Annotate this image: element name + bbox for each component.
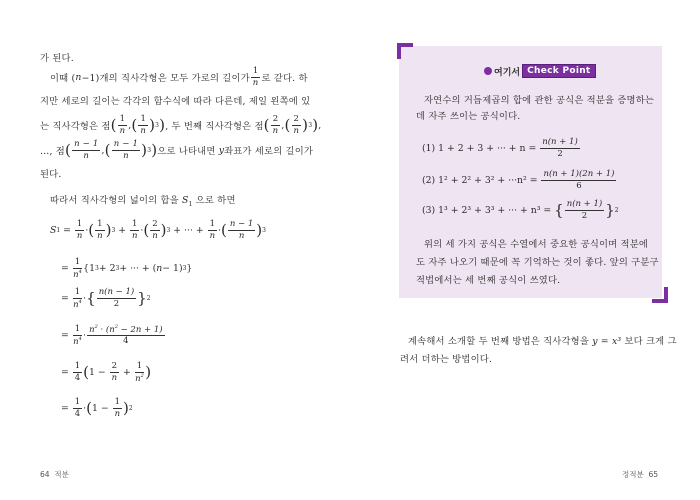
text-line: 적법에서는 세 번째 공식이 쓰였다. — [416, 275, 561, 286]
text-line: …, 점 ( $\frac{n - 1}{n}$ , ( $\frac{n - 1}{n}$ ) 3 ) 으로 나타내면 y 좌표가 세로의 길이가 — [40, 139, 314, 161]
equation-line: = $\frac{1}{n^4}$ · $\frac{n^2 \cdot (n^2 - 2n + 1)}{4}$ — [61, 324, 163, 347]
fraction: $\frac{1}{n}$ — [252, 66, 259, 88]
equation-line: S 1 = $\frac{1}{n}$ · ( $\frac{1}{n}$ ) 3 + $\frac{1}{n}$ · ( $\frac{2}{n}$ ) 3 + ··· + $\frac{1}{n}$ · ( $\frac{n - 1}{n}$ ) 3 — [50, 219, 266, 241]
box-corner-bottom-right — [652, 287, 668, 303]
check-point-badge: Check Point — [522, 64, 595, 78]
text-line: 자연수의 거듭제곱의 합에 관한 공식은 적분을 증명하는 — [424, 95, 655, 106]
text-line: 도 자주 나오기 때문에 꼭 기억하는 것이 좋다. 앞의 구분구 — [416, 257, 659, 268]
footer-title: 정적분 — [622, 470, 644, 479]
equation-line: = $\frac{1}{n^4}$ · { $\frac{n(n - 1)}{2}$ } 2 — [61, 287, 151, 310]
page-number: 64 — [40, 470, 50, 479]
check-point-header: 여기서 Check Point — [484, 64, 596, 78]
text-line: 지만 세로의 길이는 각각의 함수식에 따라 다른데, 제일 왼쪽에 있 — [40, 96, 311, 107]
bullet-icon — [484, 67, 492, 75]
formula-3: (3) 1³ + 2³ + 3³ + ··· + n³ = { $\frac{n(n + 1)}{2}$ } 2 — [422, 199, 619, 221]
text-line: 된다. — [40, 169, 62, 180]
text-line: 데 자주 쓰이는 공식이다. — [416, 111, 521, 122]
formula-2: (2) 1² + 2² + 3² + ···n² = $\frac{n(n + 1)(2n + 1)}{6}$ — [422, 169, 615, 191]
text-line: 가 된다. — [40, 53, 74, 64]
text-line: 위의 세 가지 공식은 수열에서 중요한 공식이며 적분에 — [424, 239, 649, 250]
page-footer — [622, 469, 658, 480]
text-line: 이때 ( n −1)개의 직사각형은 모두 가로의 길이가 $\frac{1}{n}$ 로 같다. 하 — [50, 66, 308, 88]
equation-line: = $\frac{1}{4}$ ( 1 − $\frac{2}{n}$ + $\frac{1}{n^2}$ ) — [61, 361, 152, 384]
formula-1: (1) 1 + 2 + 3 + ··· + n = $\frac{n(n + 1)}{2}$ — [422, 137, 578, 159]
equation-line: = $\frac{1}{4}$ · ( 1 − $\frac{1}{n}$ ) 2 — [61, 397, 133, 419]
text-line: 려서 더하는 방법이다. — [400, 354, 493, 365]
page-footer — [40, 469, 69, 480]
box-corner-top-left — [397, 43, 413, 59]
page-number: 65 — [648, 470, 659, 479]
footer-title: 적분 — [54, 470, 69, 479]
right-page — [350, 0, 700, 500]
text-line: 는 직사각형은 점 ( $\frac{1}{n}$ , ( $\frac{1}{n}$ ) 3 ) , 두 번째 직사각형은 점 ( $\frac{2}{n}$ , ( $\frac{2}{n}$ ) 3 ) , — [40, 114, 322, 136]
equation-line: = $\frac{1}{n^4}$ {1 3 + 2 3 + ··· + ( n − 1) 3 } — [61, 257, 193, 280]
text-line: 계속해서 소개할 두 번째 방법은 직사각형을 y = x³ 보다 크게 그 — [408, 336, 677, 347]
text-line: 따라서 직사각형의 넓이의 합을 $S_1$ 으로 하면 — [50, 195, 236, 208]
